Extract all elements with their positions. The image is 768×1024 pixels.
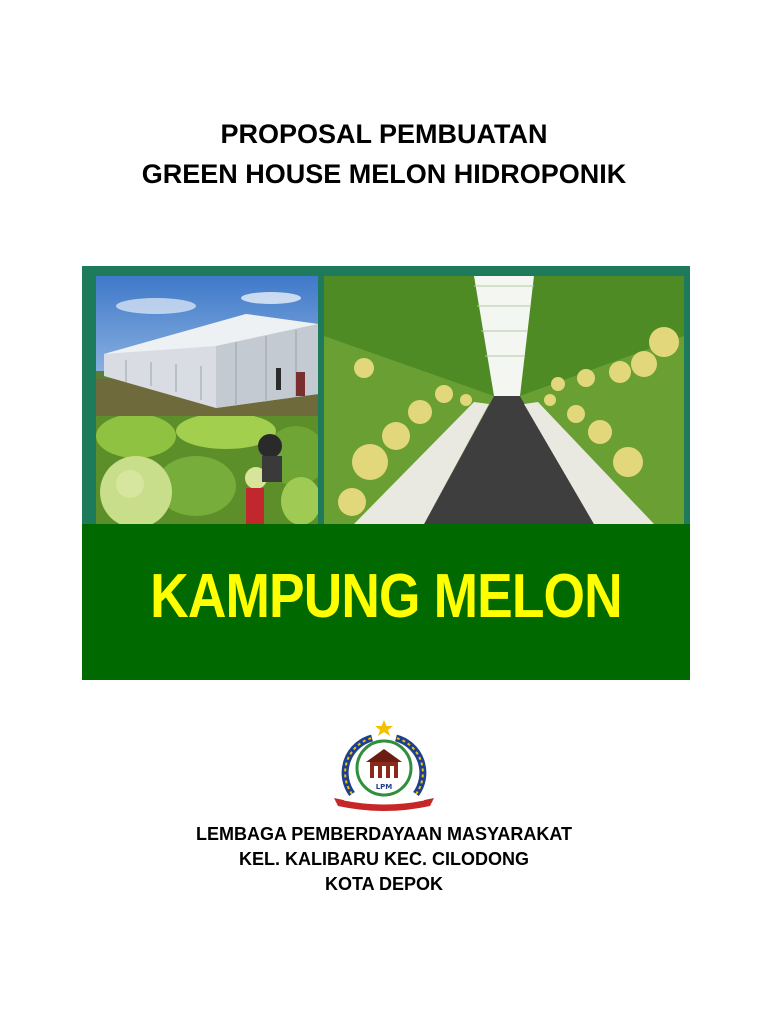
lpm-logo [330,718,438,812]
logo-text: LPM [375,783,393,791]
greenhouse-corridor-photo [324,276,684,524]
melon-harvest-photo [96,416,318,524]
org-name: LEMBAGA PEMBERDAYAAN MASYARAKAT [195,824,573,844]
headline-text: KAMPUNG MELON [150,562,622,631]
title-line-2: GREEN HOUSE MELON HIDROPONIK [141,159,627,189]
org-city: KOTA DEPOK [324,874,443,894]
org-district: KEL. KALIBARU KEC. CILODONG [239,849,529,869]
organization-block [0,822,768,897]
title-line-1: PROPOSAL PEMBUATAN [220,119,548,149]
cover-banner [82,266,690,680]
photo-collage [82,266,690,526]
greenhouse-photo [96,276,318,416]
document-title [0,114,768,194]
